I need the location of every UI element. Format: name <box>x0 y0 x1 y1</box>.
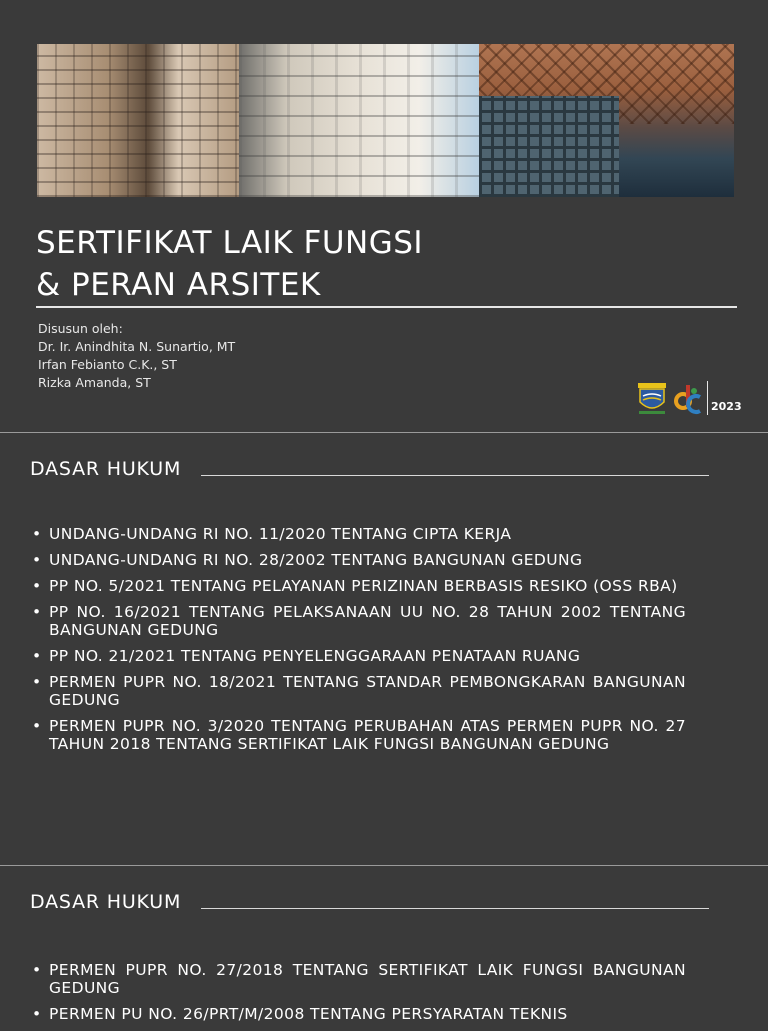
apartment-photo-left <box>37 44 239 197</box>
list-item: • UNDANG-UNDANG RI NO. 28/2002 TENTANG BANGUNAN GEDUNG <box>32 551 686 569</box>
author-name: Rizka Amanda, ST <box>38 375 151 390</box>
department-logo-icon <box>670 379 704 417</box>
legal-basis-list <box>32 525 686 761</box>
title-line-2: & PERAN ARSITEK <box>36 267 321 303</box>
building-photo-banner <box>37 44 734 197</box>
list-item: • PERMEN PUPR NO. 3/2020 TENTANG PERUBAHAN ATAS PERMEN PUPR NO. 27 TAHUN 2018 TENTANG SERTIFIKAT LAIK FUNGSI BANGUNAN GEDUNG <box>32 717 686 753</box>
presentation-title <box>36 222 423 306</box>
year-label: 2023 <box>711 399 742 413</box>
list-item: • PERMEN PUPR NO. 27/2018 TENTANG SERTIFIKAT LAIK FUNGSI BANGUNAN GEDUNG <box>32 961 686 997</box>
list-item: • UNDANG-UNDANG RI NO. 11/2020 TENTANG CIPTA KERJA <box>32 525 686 543</box>
list-item: • PERMEN PUPR NO. 18/2021 TENTANG STANDAR PEMBONGKARAN BANGUNAN GEDUNG <box>32 673 686 709</box>
year-separator <box>707 381 708 415</box>
title-underline <box>36 306 737 308</box>
legal-basis-slide-continued <box>0 866 768 1024</box>
logo-group <box>636 379 742 417</box>
legal-basis-slide <box>0 433 768 865</box>
apartment-photo-middle <box>239 44 479 197</box>
list-item: • PP NO. 16/2021 TENTANG PELAKSANAAN UU NO. 28 TAHUN 2002 TENTANG BANGUNAN GEDUNG <box>32 603 686 639</box>
city-crest-logo-icon <box>636 380 668 416</box>
authors-block <box>38 320 235 392</box>
list-item: • PP NO. 21/2021 TENTANG PENYELENGGARAAN PENATAAN RUANG <box>32 647 686 665</box>
facade-photo-right <box>479 44 734 197</box>
authors-label: Disusun oleh: <box>38 321 123 336</box>
legal-basis-list <box>32 961 686 1031</box>
section-heading: DASAR HUKUM <box>30 458 182 480</box>
title-slide <box>0 0 768 432</box>
heading-rule <box>201 475 709 476</box>
heading-rule <box>201 908 709 909</box>
section-heading: DASAR HUKUM <box>30 891 182 913</box>
author-name: Dr. Ir. Anindhita N. Sunartio, MT <box>38 339 236 354</box>
title-line-1: SERTIFIKAT LAIK FUNGSI <box>36 225 424 261</box>
list-item: • PP NO. 5/2021 TENTANG PELAYANAN PERIZINAN BERBASIS RESIKO (OSS RBA) <box>32 577 686 595</box>
list-item: • PERMEN PU NO. 26/PRT/M/2008 TENTANG PERSYARATAN TEKNIS <box>32 1005 686 1023</box>
author-name: Irfan Febianto C.K., ST <box>38 357 177 372</box>
